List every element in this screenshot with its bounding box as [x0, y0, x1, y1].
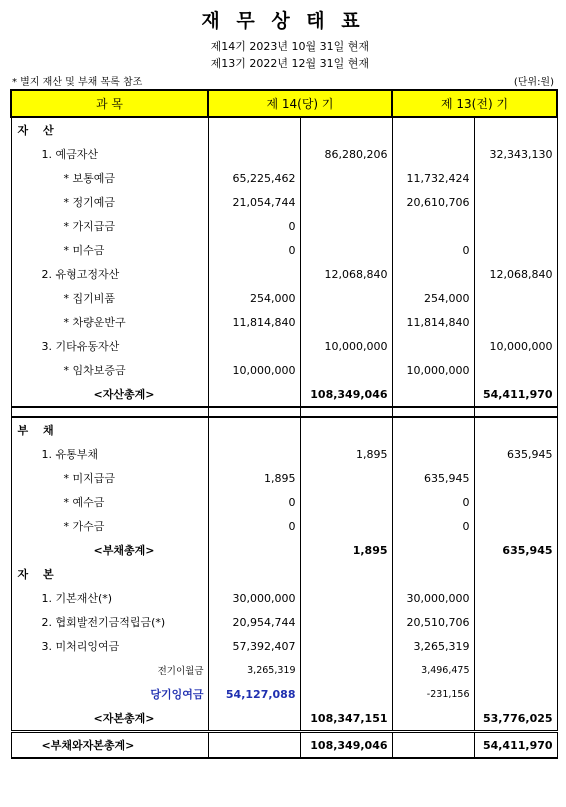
section-label: 자 본: [11, 562, 208, 586]
current-detail: 21,054,744: [208, 190, 300, 214]
row-label: 1. 기본재산(*): [11, 586, 208, 610]
row-label: * 가수금: [11, 514, 208, 538]
table-row: [11, 442, 557, 466]
current-detail: 0: [208, 490, 300, 514]
row-label: <부채와자본총계>: [11, 732, 208, 759]
current-detail: 0: [208, 238, 300, 262]
current-total: 1,895: [300, 538, 392, 562]
current-detail: 0: [208, 214, 300, 238]
current-detail: 20,954,744: [208, 610, 300, 634]
row-label: 2. 협회발전기금적립금(*): [11, 610, 208, 634]
current-detail: 57,392,407: [208, 634, 300, 658]
row-label: * 정기예금: [11, 190, 208, 214]
section-label: 자 산: [11, 117, 208, 142]
current-detail: 254,000: [208, 286, 300, 310]
table-row: [11, 238, 557, 262]
table-row: [11, 286, 557, 310]
row-label: * 가지급금: [11, 214, 208, 238]
period-current: 제14기 2023년 10월 31일 현재: [210, 40, 369, 53]
row-label: 전기이월금: [11, 658, 208, 682]
current-detail: 65,225,462: [208, 166, 300, 190]
prior-detail: 10,000,000: [392, 358, 474, 382]
table-row: [11, 142, 557, 166]
table-row: [11, 190, 557, 214]
equity-total-row: [11, 706, 557, 732]
prior-detail: -231,156: [392, 682, 474, 706]
row-label: * 차량운반구: [11, 310, 208, 334]
prior-detail: 20,610,706: [392, 190, 474, 214]
prior-detail: 30,000,000: [392, 586, 474, 610]
prior-total: 54,411,970: [474, 382, 557, 407]
section-assets: [11, 117, 557, 142]
table-row: [11, 610, 557, 634]
table-row: [11, 166, 557, 190]
row-label: * 임차보증금: [11, 358, 208, 382]
row-label: 2. 유형고정자산: [11, 262, 208, 286]
table-row: [11, 214, 557, 238]
row-label: * 보통예금: [11, 166, 208, 190]
row-label: 1. 유통부채: [11, 442, 208, 466]
prior-detail: 254,000: [392, 286, 474, 310]
table-row: [11, 514, 557, 538]
prior-total: 53,776,025: [474, 706, 557, 732]
row-label: 3. 미처리잉여금: [11, 634, 208, 658]
row-label: * 미지급금: [11, 466, 208, 490]
current-detail: 1,895: [208, 466, 300, 490]
prior-detail: 11,732,424: [392, 166, 474, 190]
row-label: <부채총계>: [11, 538, 208, 562]
document-title: 재 무 상 태 표: [201, 10, 365, 32]
table-row: [11, 310, 557, 334]
prior-detail: 3,265,319: [392, 634, 474, 658]
grand-total-row: [11, 732, 557, 759]
table-row: [11, 466, 557, 490]
prior-detail: 20,510,706: [392, 610, 474, 634]
header-account: 과 목: [11, 90, 208, 117]
header-current: 제 14(당) 기: [208, 90, 392, 117]
table-row: [11, 262, 557, 286]
table-header: [11, 90, 557, 117]
table-row: [11, 586, 557, 610]
row-label: <자본총계>: [11, 706, 208, 732]
unit-note: (단위:원): [513, 77, 554, 88]
prior-total: 54,411,970: [474, 732, 557, 759]
period-prior: 제13기 2022년 12월 31일 현재: [210, 57, 369, 70]
prior-total: 32,343,130: [474, 142, 557, 166]
current-detail: 11,814,840: [208, 310, 300, 334]
asset-total-row: [11, 382, 557, 407]
row-label: * 집기비품: [11, 286, 208, 310]
current-detail: 0: [208, 514, 300, 538]
row-label: 3. 기타유동자산: [11, 334, 208, 358]
row-label: <자산총계>: [11, 382, 208, 407]
row-label: 당기잉여금: [11, 682, 208, 706]
prior-total: 635,945: [474, 538, 557, 562]
section-liabilities: [11, 417, 557, 442]
prior-detail: 11,814,840: [392, 310, 474, 334]
current-detail: 3,265,319: [208, 658, 300, 682]
prior-detail: 0: [392, 490, 474, 514]
prior-detail: 0: [392, 238, 474, 262]
liability-total-row: [11, 538, 557, 562]
table-row: [11, 490, 557, 514]
prior-detail: 3,496,475: [392, 658, 474, 682]
prior-total: 10,000,000: [474, 334, 557, 358]
note-left: * 별지 재산 및 부채 목록 참조: [12, 77, 143, 88]
current-detail: 30,000,000: [208, 586, 300, 610]
balance-sheet-table: [10, 89, 558, 759]
table-row: [11, 658, 557, 682]
table-row: [11, 682, 557, 706]
table-row: [11, 358, 557, 382]
section-gap: [11, 407, 557, 417]
current-total: 10,000,000: [300, 334, 392, 358]
current-total: 108,349,046: [300, 732, 392, 759]
prior-detail: 0: [392, 514, 474, 538]
current-detail: 10,000,000: [208, 358, 300, 382]
current-detail: 54,127,088: [208, 682, 300, 706]
current-total: 108,349,046: [300, 382, 392, 407]
current-total: 108,347,151: [300, 706, 392, 732]
current-total: 12,068,840: [300, 262, 392, 286]
section-equity: [11, 562, 557, 586]
row-label: * 미수금: [11, 238, 208, 262]
row-label: 1. 예금자산: [11, 142, 208, 166]
prior-total: 635,945: [474, 442, 557, 466]
prior-detail: 635,945: [392, 466, 474, 490]
section-label: 부 채: [11, 417, 208, 442]
row-label: * 예수금: [11, 490, 208, 514]
header-prior: 제 13(전) 기: [392, 90, 557, 117]
table-row: [11, 634, 557, 658]
prior-total: 12,068,840: [474, 262, 557, 286]
table-row: [11, 334, 557, 358]
current-total: 86,280,206: [300, 142, 392, 166]
current-total: 1,895: [300, 442, 392, 466]
